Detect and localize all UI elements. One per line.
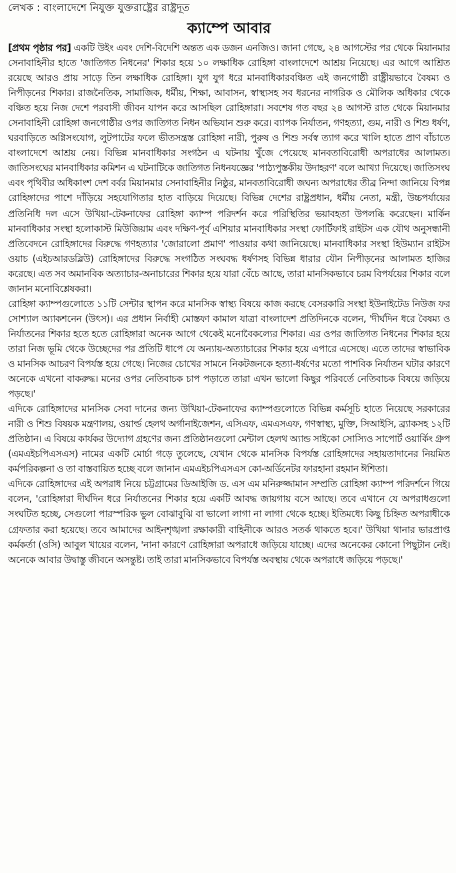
article-body <box>8 41 450 568</box>
article-paragraph <box>8 41 450 297</box>
article-headline: ক্যাম্পে আবার <box>187 21 271 37</box>
author-byline: লেখক : বাংলাদেশে নিযুক্ত যুক্তরাষ্ট্রের রাষ্ট্রদূত <box>8 3 190 14</box>
article-paragraph: এদিকে রোহিঙ্গাদের মানসিক সেবা দানের জন্য উখিয়া-টেকনাফের ক্যাম্পগুলোতে বিভিন্ন কর্মসূচি হাতে নিয়েছে সরকারের নারী ও শিশু বিষয়ক মন্ত্রণালয়, ওয়ার্ল্ড হেলথ অর্গানাইজেশন, এসিএফ, এমএসএফ, গণস্বাস্থ্য, মুক্তি, সিআইসি, ব্র্যাকসহ ১২টি প্রতিষ্ঠান। এ বিষয়ে কার্যকর উদ্যোগ গ্রহণের জন্য প্রতিষ্ঠানগুলো মেন্টাল হেলথ অ্যান্ড সাইকো সোস্যিও সাপোর্ট ওয়ার্কিং গ্রুপ (এমএইচপিএসএস) নামের একটি মোর্চা গড়ে তুলেছে, যেখান থেকে মানসিক বিপর্যস্ত রোহিঙ্গাদের সহায়তাদানের নিয়মিত কর্মপরিকল্পনা ও তা বাস্তবায়িত হচ্ছে বলে জানান এমএইচপিএসএস কো-অর্ডিনেটর ফারহানা রহমান ঈশিতা। <box>8 404 450 476</box>
continued-from-marker: [প্রথম পৃষ্ঠার পর] <box>8 43 71 54</box>
article-paragraph: এদিকে রোহিঙ্গাদের এই অপরাধ নিয়ে চট্টগ্রামের ডিআইজি ড. এস এম মনিরুজ্জামান সম্প্রতি রোহিঙ্গা ক্যাম্প পরিদর্শনে গিয়ে বলেন, 'রোহিঙ্গারা দীর্ঘদিন ধরে নির্যাতনের শিকার হয়ে একটি আবদ্ধ জায়গায় বসে আছে। তবে এখানে যে অপরাধগুলো সংঘটিত হচ্ছে, সেগুলো পারস্পরিক ভুল বোঝাবুঝি বা ভালো লাগা না লাগা থেকে হচ্ছে। ইতিমধ্যে কিছু চিহ্নিত অপরাধীকে গ্রেফতার করা হয়েছে। তবে আমাদের আইনশৃঙ্খলা রক্ষাকারী বাহিনীকে আরও সতর্ক থাকতে হবে।' উখিয়া থানার ভারপ্রাপ্ত কর্মকর্তা (ওসি) আবুল খায়ের বলেন, 'নানা কারণে রোহিঙ্গারা অপরাধে জড়িয়ে যাচ্ছে। এদের অনেকের কোনো পিছুটান নেই। অনেকে আবার উদ্বাস্তু জীবনে অসন্তুষ্ট। তাই তারা মানসিকভাবে বিপর্যস্ত অবস্থায় থেকে অপরাধে জড়িয়ে পড়ছে।' <box>8 479 450 566</box>
article-paragraph: রোহিঙ্গা ক্যাম্পগুলোতে ১১টি সেন্টার স্থাপন করে মানসিক স্বাস্থ্য বিষয়ে কাজ করছে বেসরকারি সংস্থা ইউনাইটেড নিউজ ফর সোশ্যাল অ্যাকশনেন (উৎস)। এর প্রধান নির্বাহী মোস্তফা কামাল যাত্রা বাংলাদেশ প্রতিদিনকে বলেন, 'দীর্ঘদিন ধরে বৈষম্য ও নির্যাতনের শিকার হতে হতে রোহিঙ্গারা অনেক আগে থেকেই মনোবৈকল্যের শিকার। এর ওপর জাতিগত নিধনের শিকার হয়ে তারা নিজ ভূমি থেকে উচ্ছেদের পর প্রতিটি ধাপে যে অন্যায়-অত্যাচারের শিকার হয়ে এপারে এসেছে। এতে তাদের স্বাভাবিক ও মানসিক আচরণ বিপর্যস্ত হয়ে গেছে। নিজের চোখের সামনে নিকটজনকে হত্যা-ধর্ষণের মতো পাশবিক নির্যাতন ঘটার কারণে অনেকে এখনো বাকরুদ্ধ। মনের ওপর নেতিবাচক চাপ পড়াতে তারা এখন ভালো কিছুর পরিবর্তে নেতিবাচক বিষয়ে জড়িয়ে পড়ছে।' <box>8 298 450 401</box>
paragraph-text: একটি উইং এবং দেশি-বিদেশি অন্তত এক ডজন এনজিও। জানা গেছে, ২৪ আগস্টের পর থেকে মিয়ানমার সেনাবাহিনীর হাতে 'জাতিগত নিধনের' শিকার হয়ে ১০ লক্ষাধিক রোহিঙ্গা বাংলাদেশে আশ্রয় নিয়েছে। এর আগে আশ্রিত রয়েছে আরও প্রায় সাড়ে তিন লক্ষাধিক রোহিঙ্গা। যুগ যুগ ধরে মানবাধিকারবঞ্চিত এই জনগোষ্ঠী রাষ্ট্রীয়ভাবে বৈষম্য ও নিপীড়নের শিকার। রাজনৈতিক, সামাজিক, ধর্মীয়, শিক্ষা, আবাসন, স্বাস্থ্যসহ সব ধরনের নাগরিক ও মৌলিক অধিকার থেকে বঞ্চিত হয়ে নিজ দেশে পরবাসী জীবন যাপন করে আসছিল রোহিঙ্গারা। সবশেষ গত বছর ২৪ আগস্ট রাত থেকে মিয়ানমার সেনাবাহিনী রোহিঙ্গা জনগোষ্ঠীর ওপর জাতিগত নিধন অভিযান শুরু করে। ব্যাপক নির্যাতন, গণহত্যা, গুম, নারী ও শিশু ধর্ষণ, ঘরবাড়িতে অগ্নিসংযোগ, লুটপাটের ফলে ভীতসন্ত্রস্ত রোহিঙ্গা নারী, পুরুষ ও শিশু সর্বস্ব ত্যাগ করে খালি হাতে প্রাণ বাঁচাতে বাংলাদেশে আশ্রয় নেয়। বিভিন্ন মানবাধিকার সংগঠন এ ঘটনায় খুঁজে পেয়েছে মানবতাবিরোধী অপরাধের আলামত। জাতিসংঘের মানবাধিকার কমিশন এ ঘটনাটিকে জাতিগত নিধনযজ্ঞের 'পাঠ্যপুস্তকীয় উদাহরণ' বলে আখ্যা দিয়েছে। জাতিসংঘ এবং পৃথিবীর অধিকাংশ দেশ বর্বর মিয়ানমার সেনাবাহিনীর নিষ্ঠুর, মানবতাবিরোধী জঘন্য অপরাধের তীব্র নিন্দা জানিয়ে বিপন্ন রোহিঙ্গাদের পাশে দাঁড়িয়ে সহযোগিতার হাত বাড়িয়ে দিয়েছে। বিভিন্ন দেশের রাষ্ট্রপ্রধান, ধর্মীয় নেতা, মন্ত্রী, উচ্চপর্যায়ের প্রতিনিধি দল এসে উখিয়া-টেকনাফের রোহিঙ্গা ক্যাম্প পরিদর্শন করে পরিস্থিতির ভয়াবহতা উপলব্ধি করেছেন। মার্কিন মানবাধিকার সংস্থা হলোকাস্ট মিউজিয়াম এবং দক্ষিণ-পূর্ব এশিয়ার মানবাধিকার সংস্থা ফোর্টিফাই রাইটস এক যৌথ অনুসন্ধানী প্রতিবেদনে রোহিঙ্গাদের বিরুদ্ধে গণহত্যার 'জোরালো প্রমাণ' পাওয়ার কথা জানিয়েছে। মানবাধিকার সংস্থা হিউম্যান রাইটস ওয়াচ (এইচআরডব্লিউ) রোহিঙ্গাদের বিরুদ্ধে সংগঠিত সংঘবদ্ধ ধর্ষণসহ বিভিন্ন ধারার যৌন নিপীড়নের আলামত হাজির করেছে। এত সব অমানবিক অত্যাচার-অনাচারের শিকার হয়ে যারা বেঁচে আছে, তারা মানসিকভাবে চরম বিপর্যয়ের শিকার বলে জানান মনোবিশ্লেষকরা। <box>8 43 450 295</box>
